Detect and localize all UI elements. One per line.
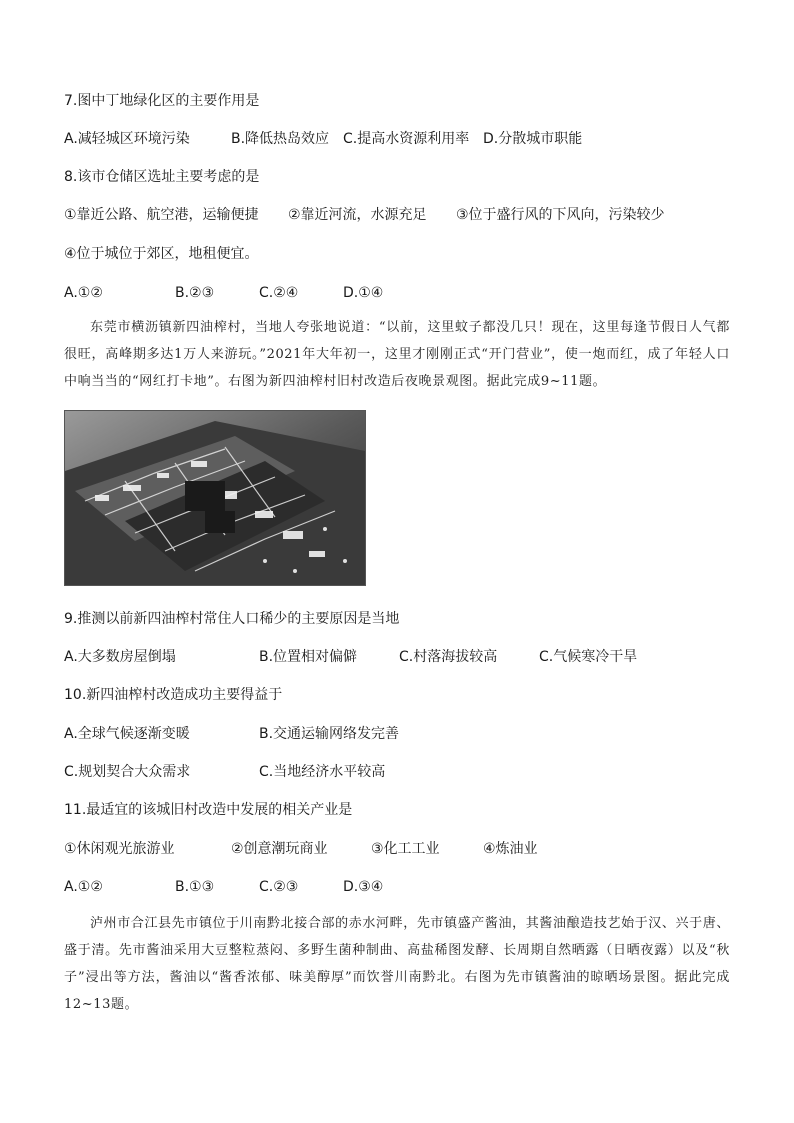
q8-option-c[interactable]: C.②④ (259, 285, 299, 301)
q11-options (64, 878, 744, 896)
passage-village: 东莞市横沥镇新四油榨村，当地人夸张地说道：“以前，这里蚊子都没几只！现在，这里每逢节假日人气都很旺，高峰期多达1万人来游玩。”2021年大年初一，这里才刚刚正式“开门营业”，使一炮而红，成了年轻人口中响当当的“网红打卡地”。右图为新四油榨村旧村改造后夜晚景观图。据此完成9~11题。 (64, 320, 730, 389)
q10-options-row1 (64, 725, 744, 743)
q8-items-row (64, 206, 744, 224)
q10-option-d[interactable]: C.当地经济水平较高 (259, 764, 386, 780)
q11-item-1: ①休闲观光旅游业 (64, 841, 175, 857)
q7-option-c[interactable]: C.提高水资源利用率 (343, 131, 470, 147)
q11-item-3: ③化工工业 (371, 841, 440, 857)
q8-item-4: ④位于城位于郊区，地租便宜。 (64, 246, 259, 262)
q9-option-d[interactable]: C.气候寒冷干旱 (539, 649, 638, 665)
q7-option-a[interactable]: A.减轻城区环境污染 (64, 131, 190, 147)
q11-option-c[interactable]: C.②③ (259, 879, 299, 895)
q10-stem: 10.新四油榨村改造成功主要得益于 (64, 687, 283, 703)
q9-option-a[interactable]: A.大多数房屋倒塌 (64, 649, 176, 665)
q8-option-d[interactable]: D.①④ (343, 285, 384, 301)
q10-option-a[interactable]: A.全球气候逐渐变暖 (64, 726, 190, 742)
passage-soy-sauce: 泸州市合江县先市镇位于川南黔北接合部的赤水河畔，先市镇盛产酱油，其酱油酿造技艺始于汉、兴于唐、盛于清。先市酱油采用大豆整粒蒸闷、多野生菌种制曲、高盐稀图发酵、长周期自然晒露（日晒夜露）以及“秋子”浸出等方法，酱油以“酱香浓郁、味美醇厚”而饮誉川南黔北。右图为先市镇酱油的晾晒场景图。据此完成12~13题。 (64, 916, 730, 1012)
q8-option-a[interactable]: A.①② (64, 285, 103, 301)
q11-option-b[interactable]: B.①③ (175, 879, 215, 895)
q9-option-b[interactable]: B.位置相对偏僻 (259, 649, 358, 665)
q11-stem: 11.最适宜的该城旧村改造中发展的相关产业是 (64, 802, 353, 818)
q11-item-4: ④炼油业 (483, 841, 538, 857)
q8-item-2: ②靠近河流，水源充足 (288, 207, 427, 223)
q7-stem: 7.图中丁地绿化区的主要作用是 (64, 93, 260, 109)
q8-item-1: ①靠近公路、航空港，运输便捷 (64, 207, 259, 223)
q8-option-b[interactable]: B.②③ (175, 285, 215, 301)
q7-option-d[interactable]: D.分散城市职能 (483, 131, 583, 147)
q10-option-c[interactable]: C.规划契合大众需求 (64, 764, 191, 780)
q7-options (64, 130, 744, 148)
night-aerial-image (65, 411, 365, 585)
village-night-photo (64, 410, 366, 586)
q9-option-c[interactable]: C.村落海拔较高 (399, 649, 498, 665)
q9-stem: 9.推测以前新四油榨村常住人口稀少的主要原因是当地 (64, 611, 400, 627)
q8-options (64, 284, 744, 302)
q11-item-2: ②创意潮玩商业 (231, 841, 328, 857)
q10-option-b[interactable]: B.交通运输网络发完善 (259, 726, 400, 742)
q8-stem: 8.该市仓储区选址主要考虑的是 (64, 169, 260, 185)
q10-options-row2 (64, 763, 744, 781)
q9-options (64, 648, 744, 666)
q11-items-row (64, 840, 744, 858)
q11-option-a[interactable]: A.①② (64, 879, 103, 895)
q7-option-b[interactable]: B.降低热岛效应 (231, 131, 330, 147)
q8-item-3: ③位于盛行风的下风向，污染较少 (456, 207, 665, 223)
q11-option-d[interactable]: D.③④ (343, 879, 384, 895)
